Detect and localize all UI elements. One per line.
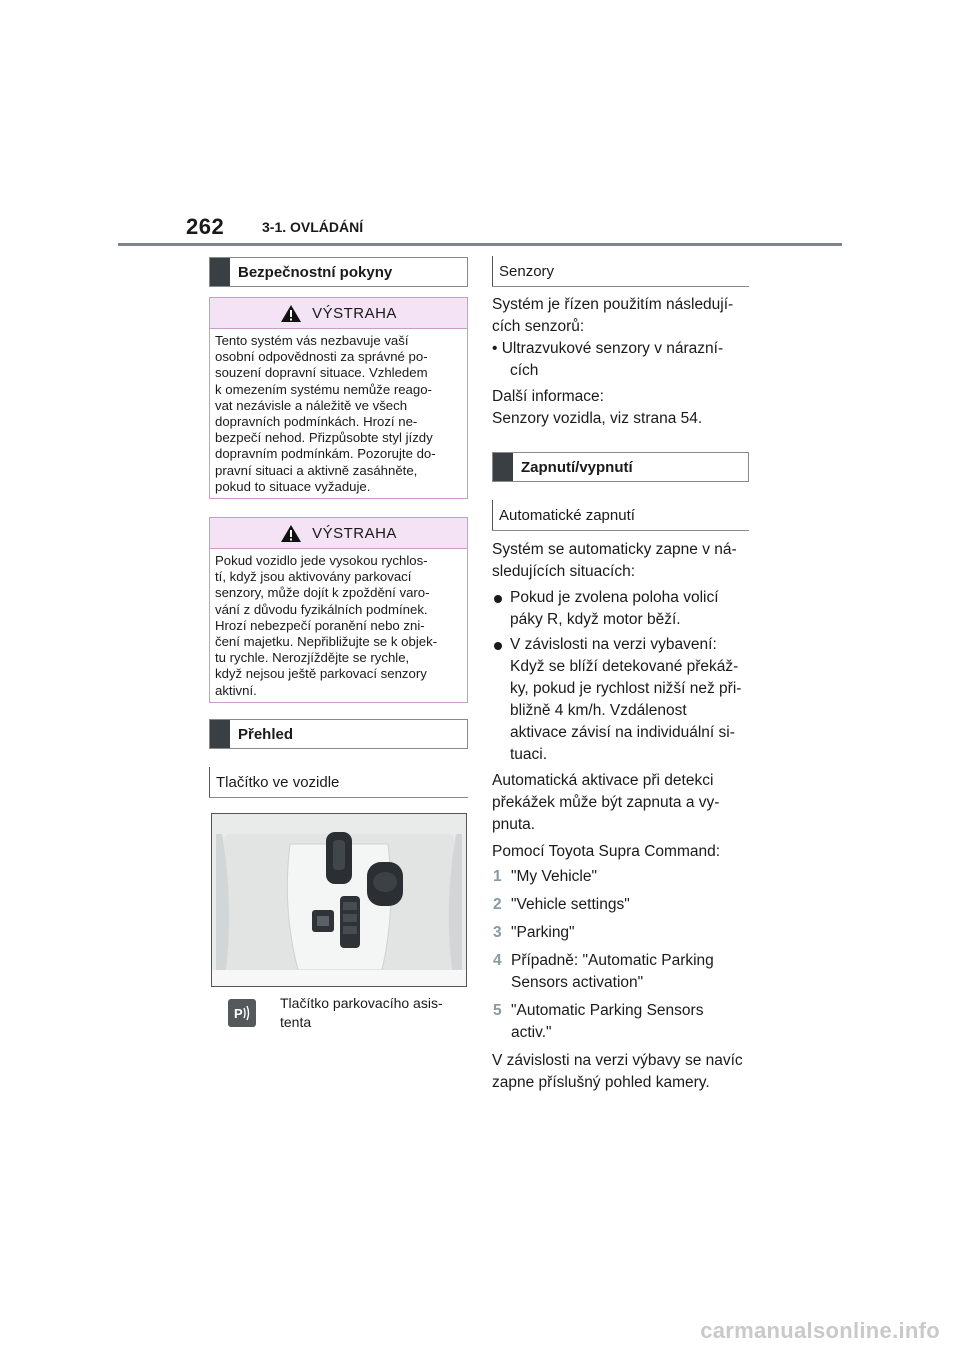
text-line: tuaci. [510, 746, 548, 763]
warning-line: Pokud vozidlo jede vysokou rychlos- [215, 553, 428, 568]
warning-line: osobní odpovědnosti za správné po- [215, 349, 428, 365]
sensors-intro [492, 294, 733, 338]
section-overview-title: Přehled [238, 725, 294, 743]
section-bar [210, 720, 230, 748]
warning-line: pokud to situace vyžaduje. [215, 478, 371, 494]
section-bar [210, 258, 230, 286]
list-item [494, 587, 754, 631]
page-number: 262 [186, 214, 225, 239]
warning-body [210, 549, 467, 705]
section-onoff-title: Zapnutí/vypnutí [521, 458, 633, 476]
subsection-rule [492, 530, 749, 531]
text-line: překážek může být zapnuta a vy- [492, 794, 720, 811]
step-item [493, 922, 575, 944]
text-line: "Automatic Parking Sensors [511, 1002, 704, 1019]
warning-line: pravní situaci a aktivně zasáhněte, [215, 462, 418, 478]
step-number: 1 [493, 868, 502, 885]
warning-body [210, 329, 467, 501]
text-line: Systém je řízen použitím následují- [492, 296, 734, 313]
text-line: cích [510, 362, 539, 379]
command-intro: Pomocí Toyota Supra Command: [492, 843, 721, 860]
subsection-auto: Automatické zapnutí [492, 500, 749, 530]
warning-line: vání z důvodu fyzikálních podmínek. [215, 601, 428, 617]
text-line: zapne příslušný pohled kamery. [492, 1074, 710, 1091]
text-line: "Parking" [511, 924, 575, 941]
text-line: Případně: "Automatic Parking [511, 952, 714, 969]
subsection-rule [492, 286, 749, 287]
text-line: • Ultrazvukové senzory v nárazní- [492, 340, 724, 357]
text-line: sledujících situacích: [492, 563, 636, 580]
warning-line: senzory, může dojít k zpoždění varo- [215, 585, 430, 601]
section-onoff [492, 452, 749, 482]
warning-line: dopravním podmínkám. Pozorujte do- [215, 446, 436, 462]
bullet-dot [494, 642, 502, 650]
photo-caption [280, 994, 450, 1032]
svg-text:P: P [234, 1006, 243, 1021]
text-line: "Vehicle settings" [511, 896, 630, 913]
subsection-button: Tlačítko ve vozidle [209, 767, 468, 797]
console-illustration [212, 814, 466, 986]
parking-assistant-button-icon [228, 999, 256, 1027]
section-overview [209, 719, 468, 749]
warning-box-2 [209, 517, 468, 703]
warning-triangle-icon [280, 304, 302, 323]
auto-detect [492, 770, 719, 836]
step-number: 5 [493, 1002, 502, 1019]
text-line: bližně 4 km/h. Vzdálenost [510, 702, 687, 719]
caption-line: Tlačítko parkovacího asis- [280, 995, 443, 1011]
section-safety-title: Bezpečnostní pokyny [238, 263, 393, 281]
warning-line: k omezením systému nemůže reago- [215, 381, 432, 397]
warning-line: tu rychle. Nerozjíždějte se rychle, [215, 650, 410, 666]
text-line: ky, pokud je rychlost nižší než při- [510, 680, 742, 697]
list-item [494, 634, 754, 766]
text-line: páky R, když motor běží. [510, 611, 681, 628]
warning-line: čení majetku. Nepřibližujte se k objek- [215, 634, 438, 650]
warning-line: vat nezávisle a náležitě ve všech [215, 397, 408, 413]
text-line: Další informace: [492, 388, 604, 405]
warning-line: Hrozí nebezpečí poranění nebo zni- [215, 617, 425, 633]
text-line: Automatická aktivace při detekci [492, 772, 714, 789]
text-line: "My Vehicle" [511, 868, 597, 885]
warning-line: souzení dopravní situace. Vzhledem [215, 365, 428, 381]
chapter-title: 3-1. OVLÁDÁNÍ [262, 219, 364, 235]
warning-line: tí, když jsou aktivovány parkovací [215, 569, 412, 585]
text-line: aktivace závisí na individuální si- [510, 724, 735, 741]
subsection-sensors: Senzory [492, 256, 749, 286]
section-bar [493, 453, 513, 481]
text-line: pnuta. [492, 816, 536, 833]
text-line: Senzory vozidla, viz strana 54. [492, 410, 703, 427]
subsection-rule [209, 797, 468, 798]
more-info [492, 386, 702, 430]
sensors-bullet [492, 338, 723, 382]
warning-line: bezpečí nehod. Přizpůsobte styl jízdy [215, 430, 433, 446]
warning-box-1 [209, 297, 468, 499]
footer-watermark: carmanualsonline.info [700, 1318, 940, 1343]
bullet-dot [494, 595, 502, 603]
text-line: activ." [511, 1024, 552, 1041]
parking-sensor-icon [231, 1003, 253, 1023]
caption-line: tenta [280, 1014, 312, 1030]
console-photo [211, 813, 467, 987]
step-number: 3 [493, 924, 502, 941]
section-safety [209, 257, 468, 287]
text-line: cích senzorů: [492, 318, 585, 335]
warning-header [210, 298, 467, 329]
header-rule [118, 243, 842, 246]
closing-text [492, 1050, 743, 1094]
warning-line: dopravních podmínkách. Hrozí ne- [215, 414, 418, 430]
warning-line: aktivní. [215, 682, 257, 698]
text-line: V závislosti na verzi výbavy se navíc [492, 1052, 743, 1069]
step-number: 2 [493, 896, 502, 913]
step-item [493, 1000, 703, 1044]
auto-intro [492, 539, 737, 583]
step-number: 4 [493, 952, 502, 969]
text-line: Sensors activation" [511, 974, 644, 991]
warning-line: Tento systém vás nezbavuje vaší [215, 333, 409, 348]
text-line: Systém se automaticky zapne v ná- [492, 541, 737, 558]
step-item [493, 894, 630, 916]
warning-header [210, 518, 467, 549]
text-line: V závislosti na verzi vybavení: [510, 636, 717, 653]
warning-title: VÝSTRAHA [312, 304, 397, 322]
text-line: Pokud je zvolena poloha volicí [510, 589, 719, 606]
warning-title: VÝSTRAHA [312, 524, 397, 542]
step-item [493, 866, 597, 888]
warning-triangle-icon [280, 524, 302, 543]
warning-line: když nejsou ještě parkovací senzory [215, 666, 427, 682]
step-item [493, 950, 714, 994]
text-line: Když se blíží detekované překáž- [510, 658, 739, 675]
